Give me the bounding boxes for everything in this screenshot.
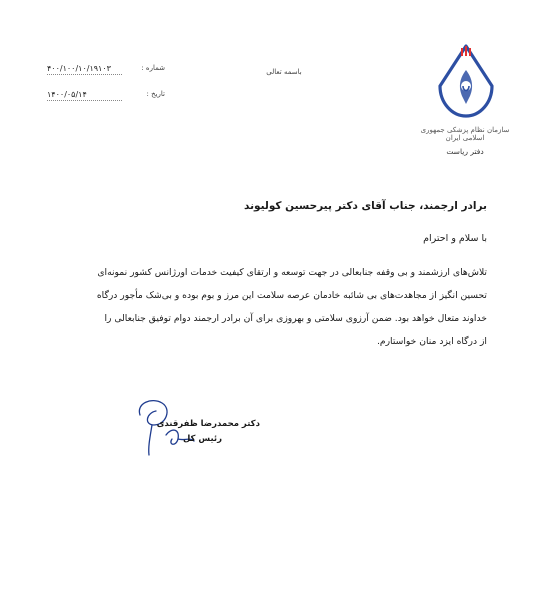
signatory-title: رئیس کل xyxy=(182,434,222,444)
letter-date-row xyxy=(45,90,165,104)
signatory-name: دکتر محمدرضا ظفرقندی xyxy=(156,419,260,429)
body-line: تحسین انگیز از مجاهدت‌های بی شائبه خادمان عرصه سلامت این مرز و بوم بوده و بی‌شک مأجور درگاه xyxy=(96,290,487,301)
letter-number-label: شماره : xyxy=(141,64,165,72)
greeting: با سلام و احترام xyxy=(423,233,487,244)
letter-number-row xyxy=(45,64,165,78)
body-line: از درگاه ایزد منان خواستارم. xyxy=(377,336,487,347)
invocation-text: باسمه تعالی xyxy=(266,68,302,76)
organization-name: سازمان نظام پزشکی جمهوری اسلامی ایران xyxy=(420,126,510,142)
letter-date-label: تاریخ : xyxy=(146,90,165,98)
ministry-emblem-icon xyxy=(430,42,502,122)
salutation: برادر ارجمند، جناب آقای دکتر پیرحسین کولیوند xyxy=(244,200,487,212)
letter-body xyxy=(47,261,487,353)
body-line: تلاش‌های ارزشمند و بی وقفه جنابعالی در جهت توسعه و ارتقای کیفیت خدمات اورژانس کشور نمونه‌ای xyxy=(97,267,487,278)
office-title: دفتر ریاست xyxy=(446,147,484,156)
letter-date-value: ۱۴۰۰/۰۵/۱۴ xyxy=(47,90,122,101)
letter-number-value: ۴۰۰/۱۰۰/۱۰/۱۹۱۰۳ xyxy=(47,64,122,75)
body-line: خداوند متعال خواهد بود. ضمن آرزوی سلامتی و بهروزی برای آن برادر ارجمند دوام توفیق جنابعالی را xyxy=(104,313,487,324)
